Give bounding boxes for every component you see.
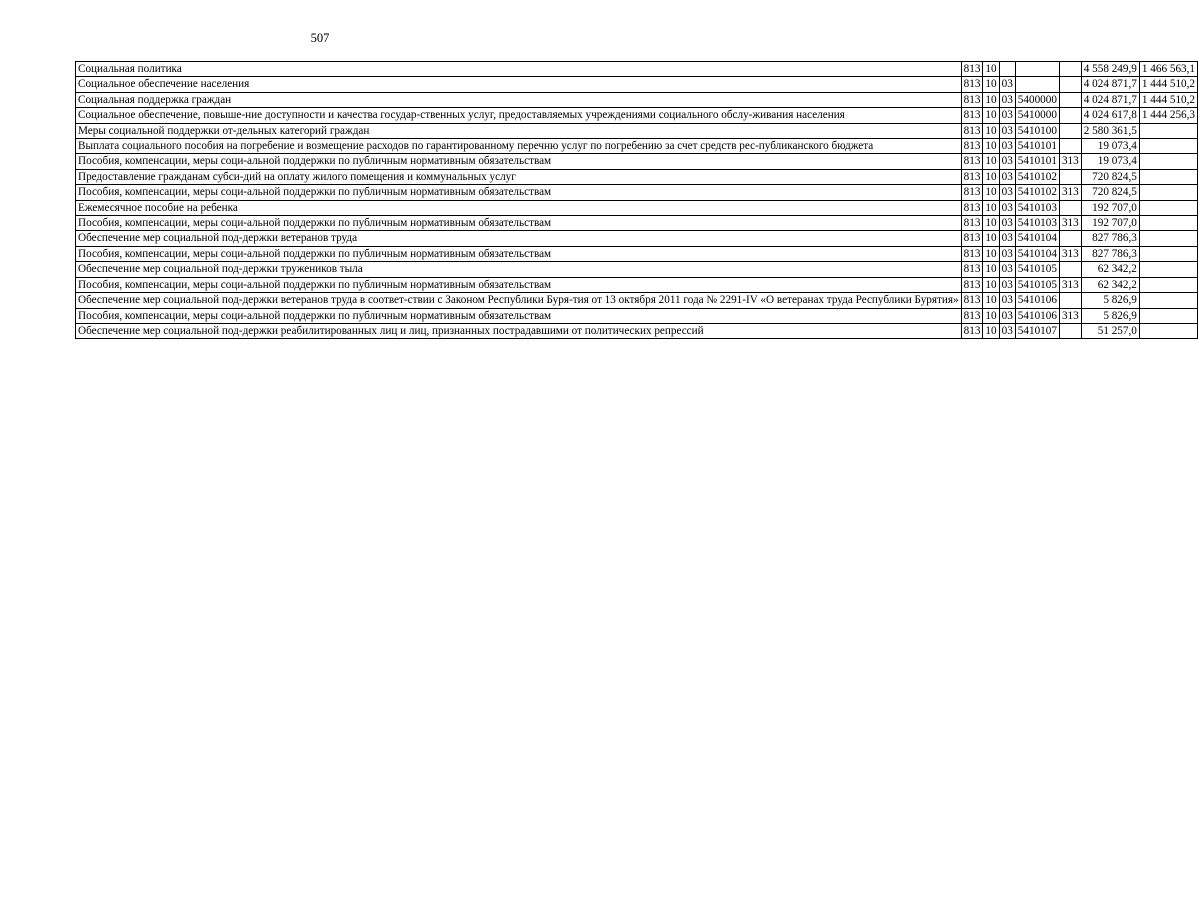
section-code: 10 xyxy=(983,231,999,246)
department-code: 813 xyxy=(961,108,983,123)
table-row xyxy=(76,108,1198,123)
target-article-code: 5410107 xyxy=(1015,323,1059,338)
amount-secondary-cell: 1 444 510,2 xyxy=(1139,77,1197,92)
amount-secondary-cell xyxy=(1139,169,1197,184)
amount-cell: 5 826,9 xyxy=(1081,308,1139,323)
amount-secondary-cell xyxy=(1139,293,1197,308)
department-code: 813 xyxy=(961,200,983,215)
table-row xyxy=(76,62,1198,77)
amount-secondary-cell xyxy=(1139,216,1197,231)
budget-item-name: Выплата социального пособия на погребение и возмещение расходов по гарантированному перечню услуг по погребению за счет средств рес-публиканского бюджета xyxy=(76,139,962,154)
budget-item-name: Пособия, компенсации, меры соци-альной поддержки по публичным нормативным обязательствам xyxy=(76,185,962,200)
amount-secondary-cell xyxy=(1139,308,1197,323)
target-article-code: 5410103 xyxy=(1015,200,1059,215)
subsection-code: 03 xyxy=(999,185,1015,200)
subsection-code: 03 xyxy=(999,92,1015,107)
amount-cell: 2 580 361,5 xyxy=(1081,123,1139,138)
subsection-code: 03 xyxy=(999,216,1015,231)
budget-item-name: Социальная поддержка граждан xyxy=(76,92,962,107)
expense-type-code xyxy=(1059,293,1081,308)
subsection-code: 03 xyxy=(999,277,1015,292)
budget-item-name: Пособия, компенсации, меры соци-альной поддержки по публичным нормативным обязательствам xyxy=(76,246,962,261)
table-row xyxy=(76,277,1198,292)
subsection-code: 03 xyxy=(999,108,1015,123)
department-code: 813 xyxy=(961,308,983,323)
budget-item-name: Обеспечение мер социальной под-держки ветеранов труда xyxy=(76,231,962,246)
section-code: 10 xyxy=(983,308,999,323)
budget-item-name: Социальная политика xyxy=(76,62,962,77)
section-code: 10 xyxy=(983,169,999,184)
section-code: 10 xyxy=(983,62,999,77)
department-code: 813 xyxy=(961,262,983,277)
section-code: 10 xyxy=(983,185,999,200)
amount-cell: 720 824,5 xyxy=(1081,185,1139,200)
target-article-code: 5410105 xyxy=(1015,277,1059,292)
section-code: 10 xyxy=(983,139,999,154)
amount-cell: 62 342,2 xyxy=(1081,262,1139,277)
expense-type-code xyxy=(1059,200,1081,215)
amount-secondary-cell xyxy=(1139,277,1197,292)
subsection-code: 03 xyxy=(999,262,1015,277)
target-article-code xyxy=(1015,62,1059,77)
amount-cell: 192 707,0 xyxy=(1081,216,1139,231)
amount-secondary-cell xyxy=(1139,200,1197,215)
budget-item-name: Пособия, компенсации, меры соци-альной поддержки по публичным нормативным обязательствам xyxy=(76,277,962,292)
amount-cell: 5 826,9 xyxy=(1081,293,1139,308)
subsection-code: 03 xyxy=(999,154,1015,169)
budget-item-name: Обеспечение мер социальной под-держки ветеранов труда в соответ-ствии с Законом Республики Буря-тия от 13 октября 2011 года № 2291-IV «О ветеранах труда Республики Бурятия» xyxy=(76,293,962,308)
amount-cell: 4 024 871,7 xyxy=(1081,92,1139,107)
department-code: 813 xyxy=(961,185,983,200)
subsection-code: 03 xyxy=(999,323,1015,338)
target-article-code: 5410104 xyxy=(1015,246,1059,261)
department-code: 813 xyxy=(961,123,983,138)
expense-type-code xyxy=(1059,262,1081,277)
section-code: 10 xyxy=(983,293,999,308)
budget-item-name: Социальное обеспечение населения xyxy=(76,77,962,92)
amount-secondary-cell xyxy=(1139,262,1197,277)
expense-type-code xyxy=(1059,231,1081,246)
section-code: 10 xyxy=(983,200,999,215)
amount-cell: 4 558 249,9 xyxy=(1081,62,1139,77)
target-article-code: 5410106 xyxy=(1015,308,1059,323)
table-row xyxy=(76,185,1198,200)
budget-item-name: Социальное обеспечение, повыше-ние доступности и качества государ-ственных услуг, предоставляемых учреждениями социального обслу-живания населения xyxy=(76,108,962,123)
department-code: 813 xyxy=(961,92,983,107)
subsection-code: 03 xyxy=(999,293,1015,308)
subsection-code: 03 xyxy=(999,246,1015,261)
department-code: 813 xyxy=(961,62,983,77)
amount-secondary-cell xyxy=(1139,231,1197,246)
amount-cell: 4 024 871,7 xyxy=(1081,77,1139,92)
budget-item-name: Ежемесячное пособие на ребенка xyxy=(76,200,962,215)
table-row xyxy=(76,262,1198,277)
expense-type-code xyxy=(1059,169,1081,184)
budget-table xyxy=(75,61,1198,339)
budget-table-body xyxy=(76,62,1198,339)
expense-type-code: 313 xyxy=(1059,154,1081,169)
amount-cell: 19 073,4 xyxy=(1081,154,1139,169)
target-article-code: 5410101 xyxy=(1015,154,1059,169)
expense-type-code xyxy=(1059,123,1081,138)
table-row xyxy=(76,92,1198,107)
section-code: 10 xyxy=(983,216,999,231)
subsection-code: 03 xyxy=(999,200,1015,215)
subsection-code: 03 xyxy=(999,169,1015,184)
subsection-code: 03 xyxy=(999,123,1015,138)
table-row xyxy=(76,154,1198,169)
expense-type-code xyxy=(1059,62,1081,77)
amount-cell: 827 786,3 xyxy=(1081,231,1139,246)
target-article-code: 5410000 xyxy=(1015,108,1059,123)
section-code: 10 xyxy=(983,77,999,92)
amount-secondary-cell xyxy=(1139,139,1197,154)
target-article-code xyxy=(1015,77,1059,92)
subsection-code: 03 xyxy=(999,77,1015,92)
amount-cell: 4 024 617,8 xyxy=(1081,108,1139,123)
budget-item-name: Пособия, компенсации, меры соци-альной поддержки по публичным нормативным обязательствам xyxy=(76,216,962,231)
department-code: 813 xyxy=(961,216,983,231)
section-code: 10 xyxy=(983,154,999,169)
amount-secondary-cell xyxy=(1139,246,1197,261)
table-row xyxy=(76,323,1198,338)
expense-type-code xyxy=(1059,139,1081,154)
department-code: 813 xyxy=(961,293,983,308)
section-code: 10 xyxy=(983,262,999,277)
amount-cell: 827 786,3 xyxy=(1081,246,1139,261)
table-row xyxy=(76,231,1198,246)
target-article-code: 5410102 xyxy=(1015,169,1059,184)
target-article-code: 5410103 xyxy=(1015,216,1059,231)
target-article-code: 5400000 xyxy=(1015,92,1059,107)
amount-cell: 192 707,0 xyxy=(1081,200,1139,215)
expense-type-code xyxy=(1059,323,1081,338)
department-code: 813 xyxy=(961,169,983,184)
target-article-code: 5410100 xyxy=(1015,123,1059,138)
amount-cell: 51 257,0 xyxy=(1081,323,1139,338)
expense-type-code: 313 xyxy=(1059,216,1081,231)
budget-item-name: Пособия, компенсации, меры соци-альной поддержки по публичным нормативным обязательствам xyxy=(76,154,962,169)
department-code: 813 xyxy=(961,154,983,169)
department-code: 813 xyxy=(961,277,983,292)
section-code: 10 xyxy=(983,277,999,292)
table-row xyxy=(76,293,1198,308)
department-code: 813 xyxy=(961,231,983,246)
section-code: 10 xyxy=(983,246,999,261)
budget-item-name: Предоставление гражданам субси-дий на оплату жилого помещения и коммунальных услуг xyxy=(76,169,962,184)
subsection-code xyxy=(999,62,1015,77)
table-row xyxy=(76,246,1198,261)
expense-type-code xyxy=(1059,77,1081,92)
department-code: 813 xyxy=(961,139,983,154)
target-article-code: 5410106 xyxy=(1015,293,1059,308)
department-code: 813 xyxy=(961,323,983,338)
amount-secondary-cell: 1 444 510,2 xyxy=(1139,92,1197,107)
target-article-code: 5410104 xyxy=(1015,231,1059,246)
amount-secondary-cell xyxy=(1139,123,1197,138)
table-row xyxy=(76,123,1198,138)
budget-item-name: Меры социальной поддержки от-дельных категорий граждан xyxy=(76,123,962,138)
budget-item-name: Обеспечение мер социальной под-держки тружеников тыла xyxy=(76,262,962,277)
budget-item-name: Пособия, компенсации, меры соци-альной поддержки по публичным нормативным обязательствам xyxy=(76,308,962,323)
amount-secondary-cell xyxy=(1139,323,1197,338)
budget-item-name: Обеспечение мер социальной под-держки реабилитированных лиц и лиц, признанных пострадавшими от политических репрессий xyxy=(76,323,962,338)
amount-secondary-cell: 1 444 256,3 xyxy=(1139,108,1197,123)
expense-type-code xyxy=(1059,92,1081,107)
expense-type-code: 313 xyxy=(1059,246,1081,261)
table-row xyxy=(76,139,1198,154)
subsection-code: 03 xyxy=(999,139,1015,154)
expense-type-code xyxy=(1059,108,1081,123)
subsection-code: 03 xyxy=(999,308,1015,323)
amount-secondary-cell xyxy=(1139,185,1197,200)
page-number: 507 xyxy=(310,31,330,45)
section-code: 10 xyxy=(983,92,999,107)
department-code: 813 xyxy=(961,246,983,261)
amount-cell: 62 342,2 xyxy=(1081,277,1139,292)
subsection-code: 03 xyxy=(999,231,1015,246)
target-article-code: 5410102 xyxy=(1015,185,1059,200)
expense-type-code: 313 xyxy=(1059,308,1081,323)
expense-type-code: 313 xyxy=(1059,185,1081,200)
amount-cell: 19 073,4 xyxy=(1081,139,1139,154)
target-article-code: 5410101 xyxy=(1015,139,1059,154)
target-article-code: 5410105 xyxy=(1015,262,1059,277)
amount-secondary-cell: 1 466 563,1 xyxy=(1139,62,1197,77)
amount-cell: 720 824,5 xyxy=(1081,169,1139,184)
table-row xyxy=(76,216,1198,231)
amount-secondary-cell xyxy=(1139,154,1197,169)
table-row xyxy=(76,169,1198,184)
table-row xyxy=(76,308,1198,323)
expense-type-code: 313 xyxy=(1059,277,1081,292)
section-code: 10 xyxy=(983,123,999,138)
section-code: 10 xyxy=(983,108,999,123)
department-code: 813 xyxy=(961,77,983,92)
table-row xyxy=(76,77,1198,92)
section-code: 10 xyxy=(983,323,999,338)
table-row xyxy=(76,200,1198,215)
